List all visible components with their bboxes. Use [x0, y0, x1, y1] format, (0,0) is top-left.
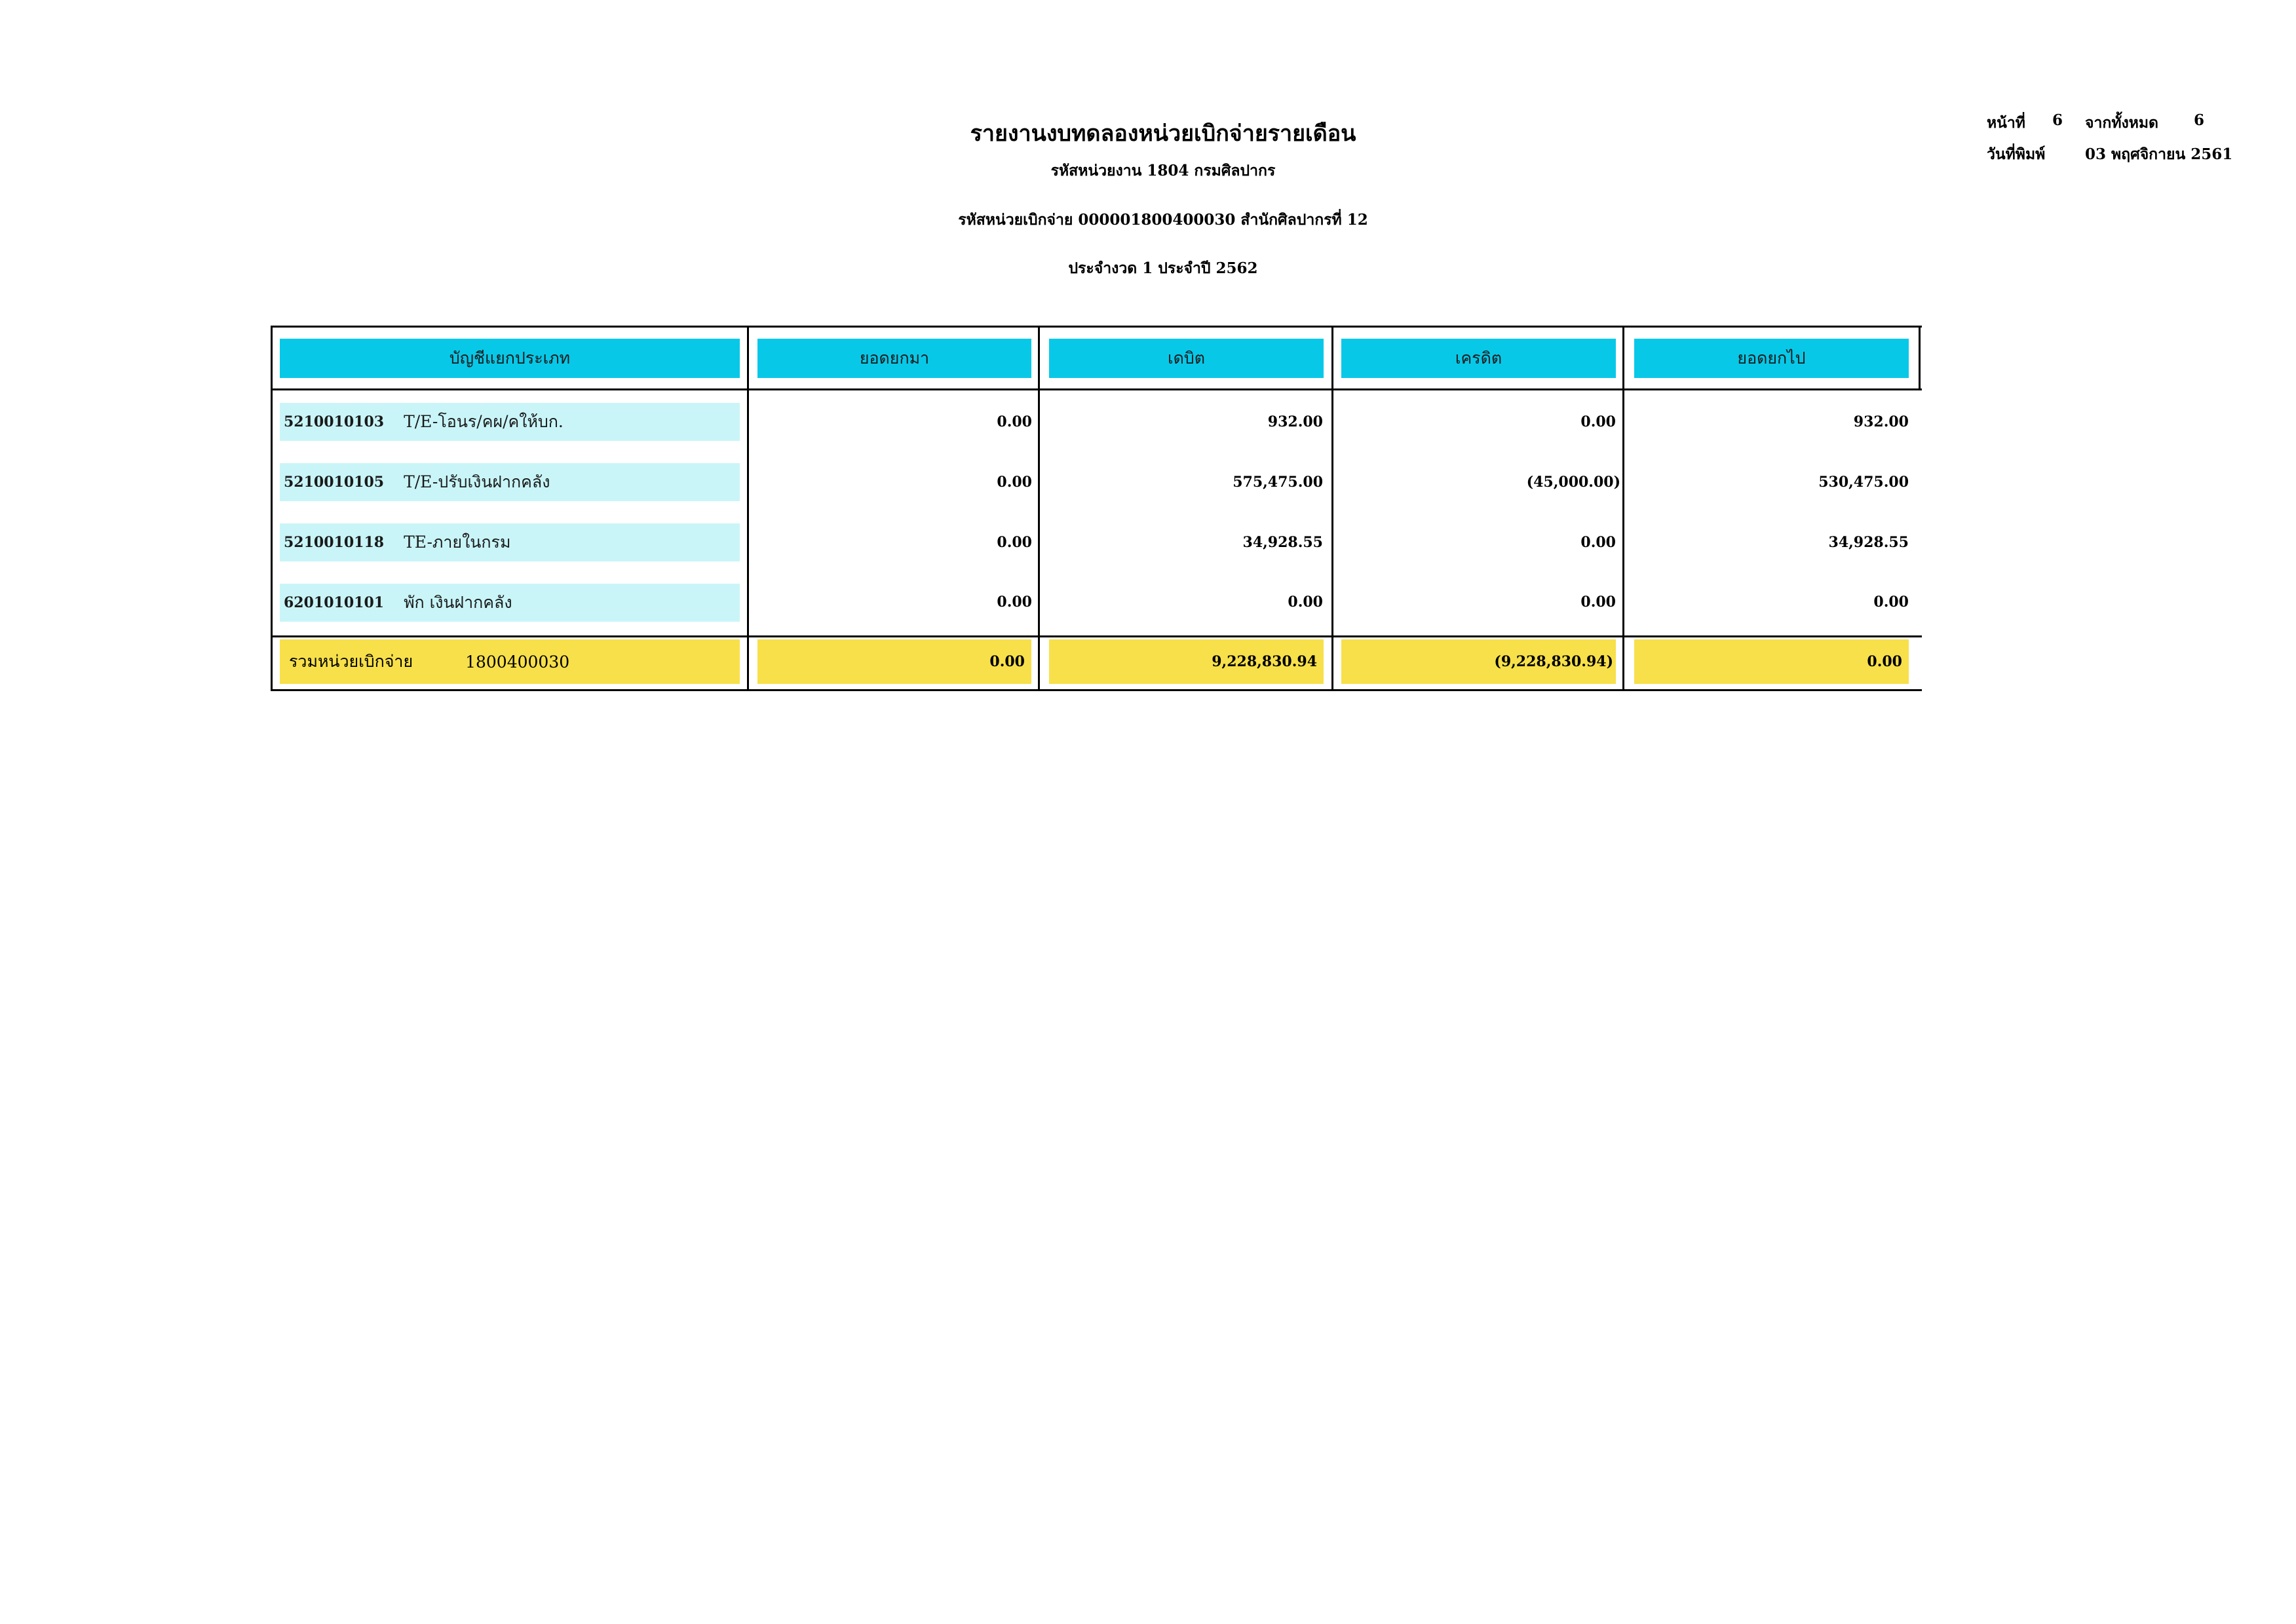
total-row-label — [280, 639, 740, 684]
brought-forward-value: 0.00 — [997, 474, 1032, 491]
brought-forward-value: 0.00 — [997, 534, 1032, 551]
print-date-label: วันที่พิมพ์ — [1987, 145, 2046, 163]
carried-forward-value: 932.00 — [1853, 413, 1909, 430]
credit-value: 0.00 — [1580, 534, 1616, 551]
period-line: ประจำงวด 1 ประจำปี 2562 — [1068, 259, 1258, 277]
credit-value: 0.00 — [1580, 594, 1616, 611]
account-code: 5210010103 — [284, 413, 385, 430]
column-header-debit: เดบิต — [1049, 339, 1324, 378]
debit-value: 575,475.00 — [1233, 474, 1323, 491]
debit-value: 0.00 — [1288, 594, 1323, 611]
column-divider — [747, 326, 749, 691]
carried-forward-value: 530,475.00 — [1818, 474, 1909, 491]
total-carried-forward: 0.00 — [1634, 639, 1909, 684]
table-row-account — [280, 403, 740, 441]
total-label: รวมหน่วยเบิกจ่าย — [289, 652, 413, 671]
account-name: T/E-โอนร/คผ/คให้บก. — [404, 412, 564, 431]
brought-forward-value: 0.00 — [997, 594, 1032, 611]
table-row-account — [280, 523, 740, 561]
table-left-border — [271, 326, 273, 691]
page-label: หน้าที่ — [1987, 114, 2025, 132]
debit-value: 34,928.55 — [1242, 534, 1323, 551]
header-bottom-border — [271, 388, 1922, 390]
table-row-account — [280, 584, 740, 622]
total-top-border — [271, 635, 1922, 637]
total-credit: (9,228,830.94) — [1341, 639, 1616, 684]
account-name: พัก เงินฝากคลัง — [404, 593, 512, 612]
total-pages: 6 — [2194, 111, 2205, 129]
account-name: T/E-ปรับเงินฝากคลัง — [404, 472, 550, 491]
column-header-brought-forward: ยอดยกมา — [757, 339, 1031, 378]
agency-line: รหัสหน่วยงาน 1804 กรมศิลปากร — [1050, 162, 1276, 179]
carried-forward-value: 0.00 — [1873, 594, 1909, 611]
column-divider — [1038, 326, 1040, 691]
column-divider — [1331, 326, 1333, 691]
column-header-credit: เครดิต — [1341, 339, 1616, 378]
print-date: 03 พฤศจิกายน 2561 — [2085, 145, 2233, 163]
table-top-border — [271, 326, 1922, 328]
account-code: 5210010118 — [284, 534, 385, 551]
table-row-account — [280, 463, 740, 501]
carried-forward-value: 34,928.55 — [1828, 534, 1909, 551]
total-brought-forward: 0.00 — [757, 639, 1031, 684]
brought-forward-value: 0.00 — [997, 413, 1032, 430]
credit-value: (45,000.00) — [1526, 474, 1620, 491]
report-title: รายงานงบทดลองหน่วยเบิกจ่ายรายเดือน — [970, 121, 1356, 147]
total-unit-code: 1800400030 — [465, 652, 570, 671]
page-number: 6 — [2052, 111, 2063, 129]
credit-value: 0.00 — [1580, 413, 1616, 430]
column-header-account: บัญชีแยกประเภท — [280, 339, 740, 378]
total-pages-label: จากทั้งหมด — [2085, 114, 2158, 132]
column-header-carried-forward: ยอดยกไป — [1634, 339, 1909, 378]
account-code: 5210010105 — [284, 474, 385, 491]
disbursing-unit-line: รหัสหน่วยเบิกจ่าย 000001800400030 สำนักศิลปากรที่ 12 — [958, 211, 1368, 229]
debit-value: 932.00 — [1267, 413, 1323, 430]
trial-balance-table — [271, 326, 1922, 692]
table-right-border — [1919, 326, 1921, 390]
total-debit: 9,228,830.94 — [1049, 639, 1324, 684]
account-code: 6201010101 — [284, 594, 385, 611]
column-divider — [1622, 326, 1624, 691]
account-name: TE-ภายในกรม — [404, 533, 511, 552]
table-bottom-border — [271, 689, 1922, 691]
